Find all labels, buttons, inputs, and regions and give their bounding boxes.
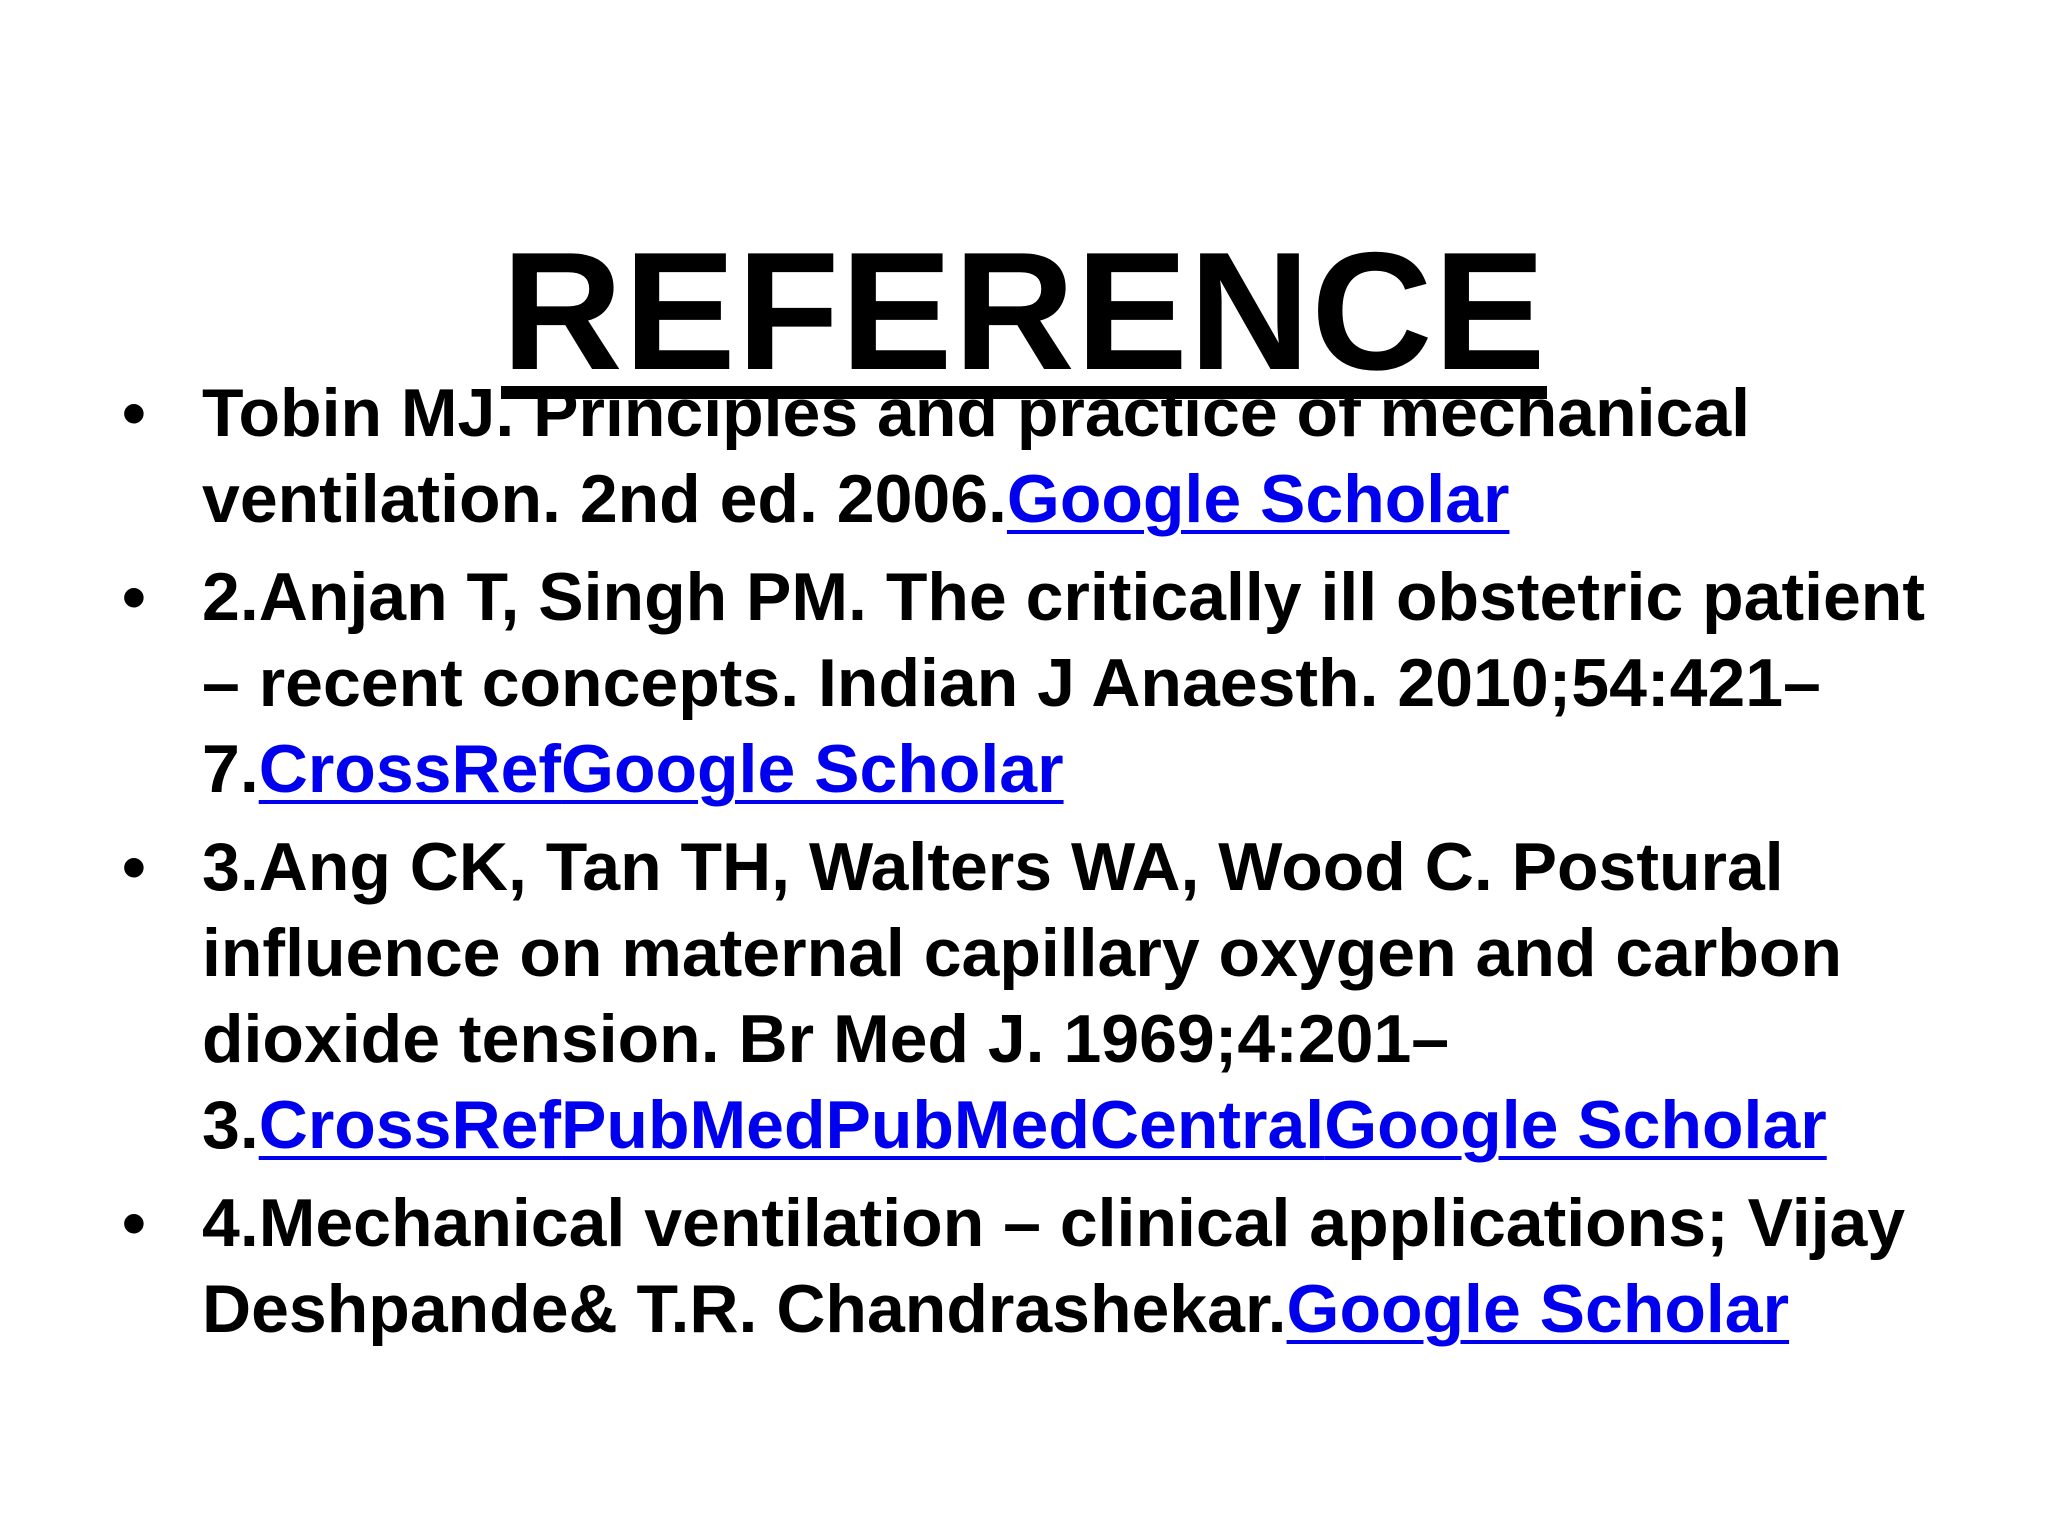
- crossref-link[interactable]: CrossRef: [258, 1087, 562, 1163]
- reference-text: 4.Mechanical ventilation – clinical applications; Vijay Deshpande& T.R. Chandrashekar.: [202, 1185, 1906, 1347]
- pubmed-central-link[interactable]: PubMedCentral: [825, 1087, 1325, 1163]
- reference-list: [122, 370, 1952, 1364]
- google-scholar-link[interactable]: Google Scholar: [1324, 1087, 1827, 1163]
- bullet-dot-icon: •: [122, 829, 146, 905]
- bullet-dot-icon: •: [122, 375, 146, 451]
- reference-item: [122, 1180, 1952, 1352]
- slide-title-text: REFERENCE: [501, 216, 1547, 405]
- bullet-dot-icon: •: [122, 1185, 146, 1261]
- reference-text: 2.Anjan T, Singh PM. The critically ill obstetric patient – recent concepts. Indian J Anaesth. 2010;54:421–7.: [202, 559, 1925, 807]
- reference-text: 3.Ang CK, Tan TH, Walters WA, Wood C. Postural influence on maternal capillary oxygen and carbon dioxide tension. Br Med J. 1969;4:201–3.: [202, 829, 1843, 1163]
- crossref-link[interactable]: CrossRef: [258, 731, 562, 807]
- google-scholar-link[interactable]: Google Scholar: [561, 731, 1064, 807]
- reference-item: [122, 824, 1952, 1168]
- google-scholar-link[interactable]: Google Scholar: [1006, 461, 1510, 537]
- bullet-dot-icon: •: [122, 559, 146, 635]
- reference-text: Tobin MJ. Principles and practice of mechanical ventilation. 2nd ed. 2006.: [202, 375, 1751, 537]
- google-scholar-link[interactable]: Google Scholar: [1286, 1271, 1790, 1347]
- pubmed-link[interactable]: PubMed: [561, 1087, 826, 1163]
- reference-item: [122, 554, 1952, 812]
- reference-item: [122, 370, 1952, 542]
